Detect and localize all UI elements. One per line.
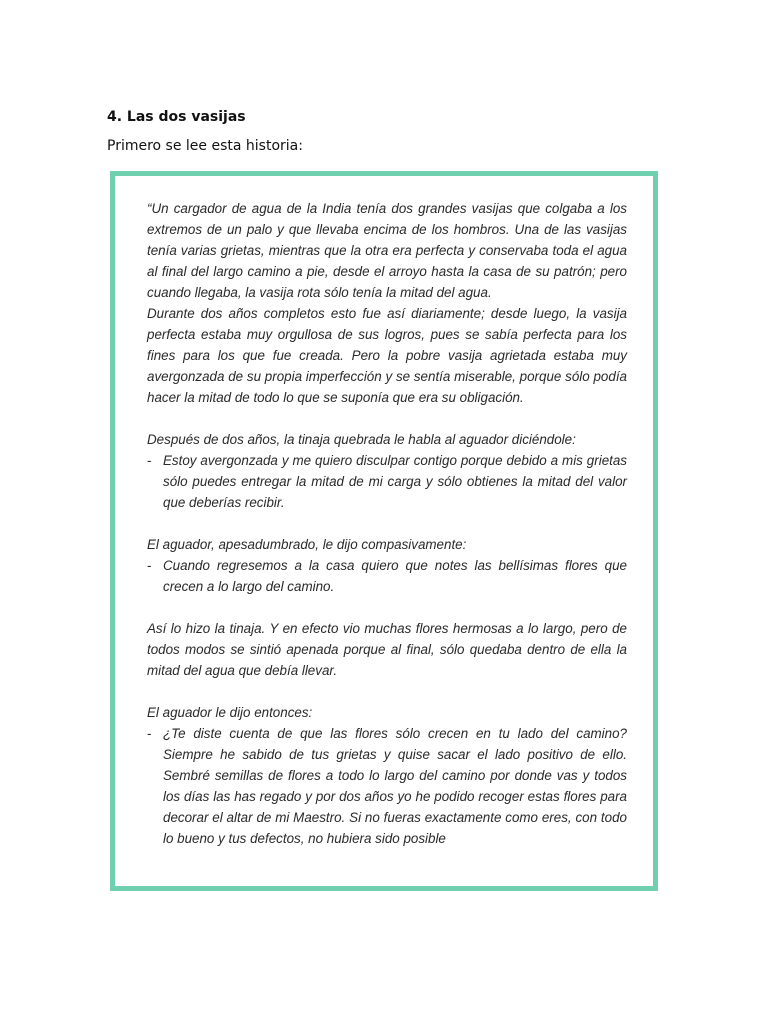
dialogue-text: Cuando regresemos a la casa quiero que notes las bellísimas flores que crecen a lo largo del camino. <box>163 558 627 594</box>
dialogue-line-2 <box>147 555 627 597</box>
section-heading: 4. Las dos vasijas <box>107 109 246 125</box>
story-paragraph-4: El aguador, apesadumbrado, le dijo compasivamente: <box>147 537 467 552</box>
story-paragraph-3: Después de dos años, la tinaja quebrada le habla al aguador diciéndole: <box>147 432 576 447</box>
story-paragraph-1: “Un cargador de agua de la India tenía dos grandes vasijas que colgaba a los extremos de un palo y que llevaba encima de los hombros. Una de las vasijas tenía varias grietas, mientras que la otra era perfecta y conservaba toda el agua al final del largo camino a pie, desde el arroyo hasta la casa de su patrón; pero cuando llegaba, la vasija rota sólo tenía la mitad del agua. <box>147 201 627 300</box>
dialogue-line-1 <box>147 450 627 513</box>
intro-text: Primero se lee esta historia: <box>107 138 303 154</box>
dash-bullet: - <box>147 558 152 573</box>
dash-bullet: - <box>147 453 152 468</box>
story-frame <box>110 171 658 891</box>
story-paragraph-2: Durante dos años completos esto fue así diariamente; desde luego, la vasija perfecta estaba muy orgullosa de sus logros, pues se sabía perfecta para los fines para los que fue creada. Pero la pobre vasija agrietada estaba muy avergonzada de su propia imperfección y se sentía miserable, porque sólo podía hacer la mitad de todo lo que se suponía que era su obligación. <box>147 306 627 405</box>
dialogue-text: Estoy avergonzada y me quiero disculpar contigo porque debido a mis grietas sólo puedes entregar la mitad de mi carga y sólo obtienes la mitad del valor que deberías recibir. <box>163 453 627 510</box>
dialogue-text: ¿Te diste cuenta de que las flores sólo crecen en tu lado del camino? Siempre he sabido de tus grietas y quise sacar el lado positivo de ello. Sembré semillas de flores a todo lo largo del camino por donde vas y todos los días las has regado y por dos años yo he podido recoger estas flores para decorar el altar de mi Maestro. Si no fueras exactamente como eres, con todo lo bueno y tus defectos, no hubiera sido posible <box>163 726 627 846</box>
story-paragraph-5: Así lo hizo la tinaja. Y en efecto vio muchas flores hermosas a lo largo, pero de todos modos se sintió apenada porque al final, sólo quedaba dentro de ella la mitad del agua que debía llevar. <box>147 621 627 678</box>
story-paragraph-6: El aguador le dijo entonces: <box>147 705 313 720</box>
dialogue-line-3 <box>147 723 627 849</box>
story-text <box>147 198 627 849</box>
dash-bullet: - <box>147 726 152 741</box>
